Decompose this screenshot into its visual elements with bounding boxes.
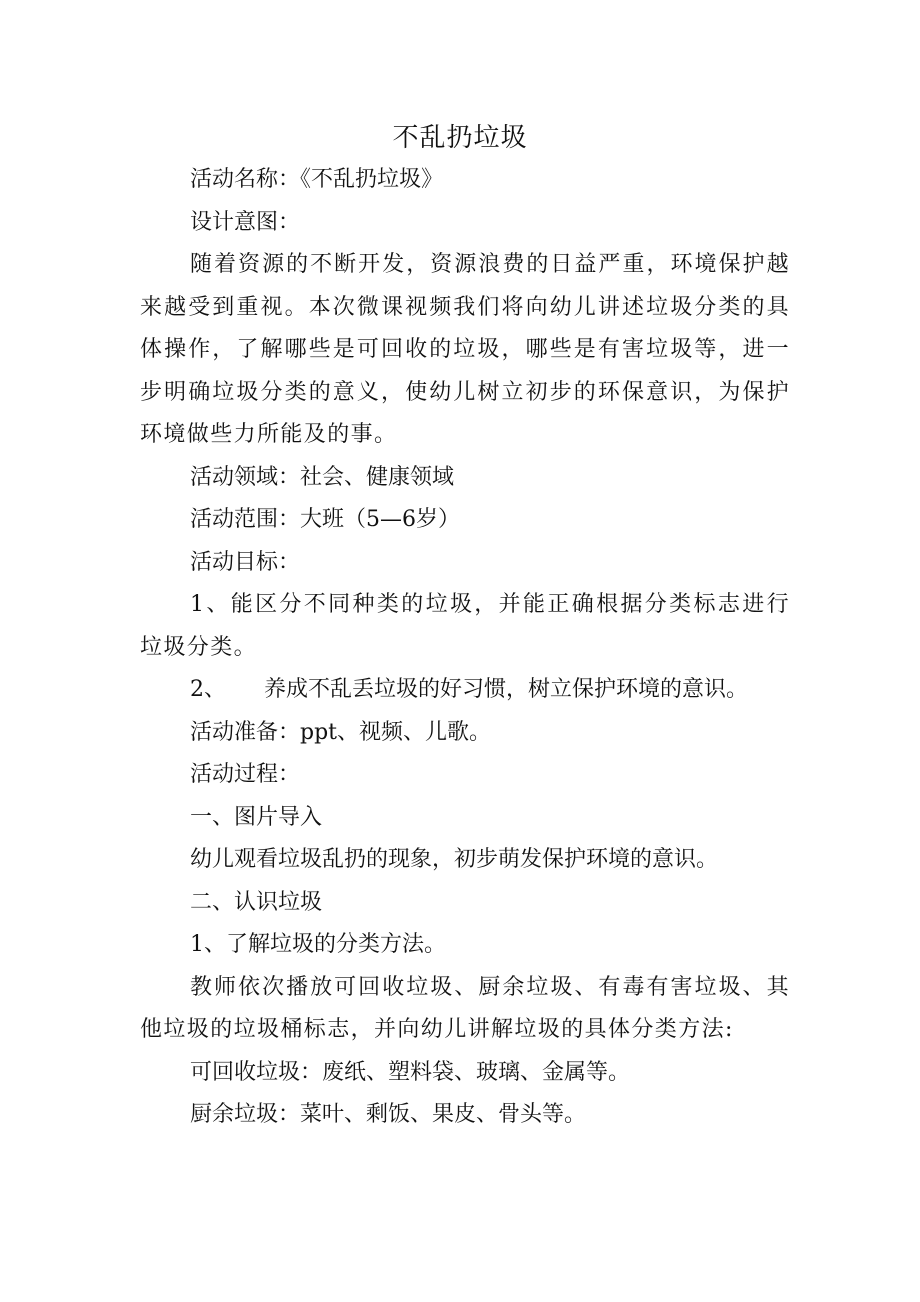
paragraph-design-intent: 随着资源的不断开发，资源浪费的日益严重，环境保护越来越受到重视。本次微课视频我们将向幼儿讲述垃圾分类的具体操作，了解哪些是可回收的垃圾，哪些是有害垃圾等，进一步明确垃圾分类的意义，使幼儿树立初步的环保意识，为保护环境做些力所能及的事。 — [140, 252, 790, 447]
paragraph-section-1-text: 幼儿观看垃圾乱扔的现象，初步萌发保护环境的意识。 — [190, 847, 719, 872]
paragraph-recyclable-waste: 可回收垃圾：废纸、塑料袋、玻璃、金属等。 — [190, 1059, 631, 1085]
paragraph-goal-1: 1、能区分不同种类的垃圾，并能正确根据分类标志进行垃圾分类。 — [140, 592, 790, 660]
paragraph-goal-2 — [140, 669, 790, 712]
paragraph-activity-process-heading: 活动过程： — [190, 762, 301, 787]
document-body — [140, 159, 790, 1137]
paragraph-design-intent-heading: 设计意图： — [190, 209, 301, 235]
paragraph-activity-preparation: 活动准备：ppt、视频、儿歌。 — [190, 719, 492, 745]
paragraph-section-1-heading: 一、图片导入 — [190, 804, 323, 830]
paragraph-activity-domain: 活动领域：社会、健康领域 — [190, 464, 455, 490]
paragraph-section-2-heading: 二、认识垃圾 — [190, 889, 323, 915]
paragraph-activity-goals-heading: 活动目标： — [190, 549, 301, 575]
paragraph-activity-scope: 活动范围：大班（5—6岁） — [190, 507, 460, 532]
paragraph-activity-name: 活动名称：《不乱扔垃圾》 — [190, 167, 444, 192]
goal-2-number: 2、 — [190, 677, 226, 702]
paragraph-sorting-method: 1、了解垃圾的分类方法。 — [190, 932, 446, 957]
document-title: 不乱扔垃圾 — [392, 123, 528, 153]
goal-2-text: 养成不乱丢垃圾的好习惯，树立保护环境的意识。 — [264, 677, 749, 702]
paragraph-kitchen-waste: 厨余垃圾：菜叶、剩饭、果皮、骨头等。 — [190, 1102, 587, 1127]
paragraph-teacher-explanation: 教师依次播放可回收垃圾、厨余垃圾、有毒有害垃圾、其他垃圾的垃圾桶标志，并向幼儿讲解垃圾的具体分类方法: — [140, 974, 790, 1042]
